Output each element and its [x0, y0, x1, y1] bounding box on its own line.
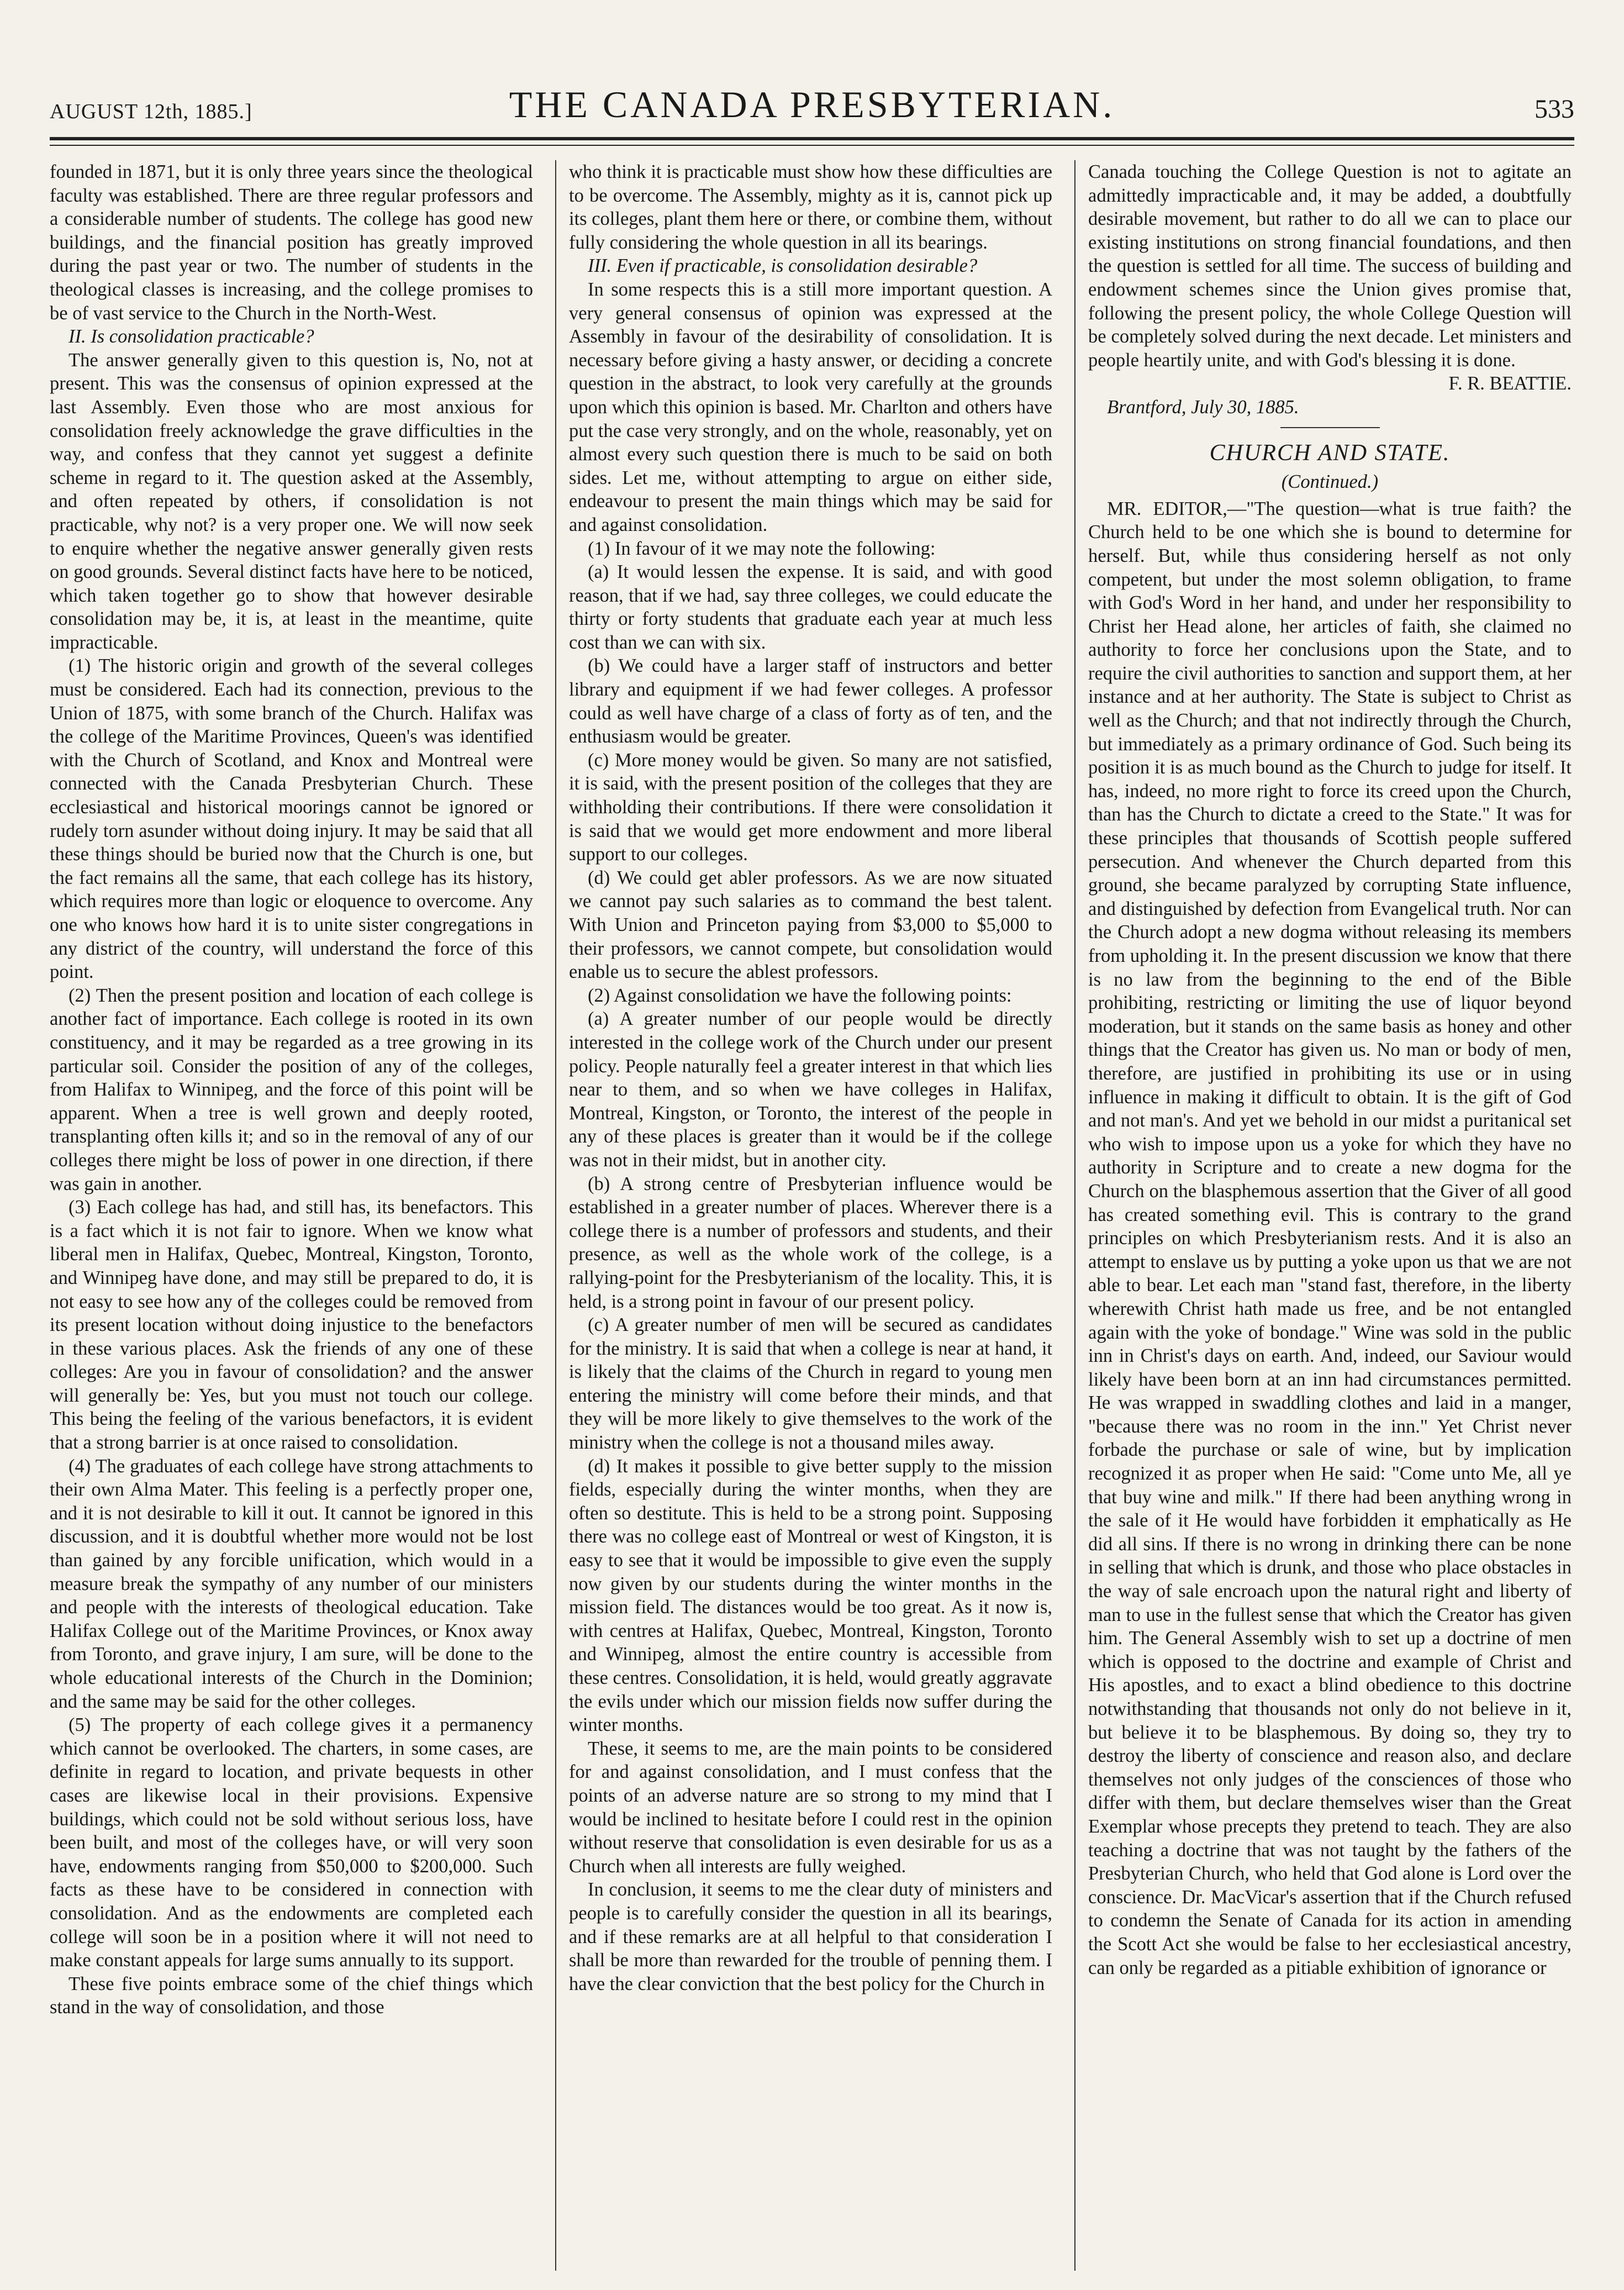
paragraph: (1) The historic origin and growth of the several colleges must be considered. Each had its connection, previous to the Union of 1875, with some branch of the Church. Halifax was the college of the Maritime Provinces, Queen's was identified with the Church of Scotland, and Knox and Montreal were connected with the Canada Presbyterian Church. These ecclesiastical and historical moorings cannot be ignored or rudely torn asunder without doing injury. It may be said that all these things should be buried now that the Church is one, but the fact remains all the same, that each college has its history, which requires more than logic or eloquence to overcome. Any one who knows how hard it is to unite sister congregations in any district of the country, will understand the force of this point. [50, 655, 533, 983]
paragraph: (1) In favour of it we may note the following: [588, 538, 936, 559]
paragraph: (d) We could get abler professors. As we are now situated we cannot pay such salaries as to command the best talent. With Union and Princeton paying from $3,000 to $5,000 to their professors, we cannot compete, but consolidation would enable us to secure the ablest professors. [569, 867, 1052, 983]
page-number: 533 [1535, 94, 1574, 124]
place-date: Brantford, July 30, 1885. [1107, 396, 1299, 418]
header-rule-thick [50, 137, 1574, 140]
paragraph: (c) A greater number of men will be secured as candidates for the ministry. It is said that when a college is near at hand, it is likely that the claims of the Church in regard to young men entering the ministry will come before their minds, and that they will be more likely to give themselves to the work of the ministry when the college is not a thousand miles away. [569, 1314, 1052, 1454]
paragraph: These five points embrace some of the chief things which stand in the way of consolidation, and those [50, 1973, 533, 2018]
paragraph: (d) It makes it possible to give better supply to the mission fields, especially during the winter months, when they are often so destitute. This is held to be a strong point. Supposing there was no college east of Montreal or west of Kingston, it is easy to see that it would be impossible to give even the supply now given by our students during the winter months in the mission field. The distances would be too great. As it now is, with centres at Halifax, Quebec, Montreal, Kingston, Toronto and Winnipeg, almost the entire country is accessible from these centres. Consolidation, it is held, would greatly aggravate the evils under which our mission fields now suffer during the winter months. [569, 1455, 1052, 1736]
masthead-title: THE CANADA PRESBYTERIAN. [509, 83, 1115, 125]
paragraph: (3) Each college has had, and still has, its benefactors. This is a fact which it is not fair to ignore. When we know what liberal men in Halifax, Quebec, Montreal, Kingston, Toronto, and Winnipeg have done, and may still be prepared to do, it is not easy to see how any of the colleges could be removed from its present location without doing injustice to the benefactors in these various places. Ask the friends of any one of these colleges: Are you in favour of consolidation? and the answer will generally be: Yes, but you must not touch our college. This being the feeling of the various benefactors, it is evident that a strong barrier is at once raised to consolidation. [50, 1197, 533, 1454]
section-subtitle: (Continued.) [1281, 471, 1379, 493]
subheading: III. Even if practicable, is consolidation desirable? [588, 255, 978, 277]
section-title: CHURCH AND STATE. [1209, 440, 1451, 466]
paragraph: In some respects this is a still more important question. A very general consensus of opinion was expressed at the Assembly in favour of the desirability of consolidation. It is necessary before giving a hasty answer, or deciding a concrete question in the abstract, to look very carefully at the grounds upon which this opinion is based. Mr. Charlton and others have put the case very strongly, and on the whole, reasonably, yet on almost every such question there is much to be said on both sides. Let me, without attempting to argue on either side, endeavour to present the main things which may be said for and against consolidation. [569, 278, 1052, 535]
paragraph: Canada touching the College Question is not to agitate an admittedly impracticable and, it may be added, a doubtfully desirable movement, but rather to do all we can to place our existing institutions on strong financial foundations, and then the question is settled for all time. The success of building and endowment schemes since the Union gives promise that, following the present policy, the whole College Question will be completely solved during the next decade. Let ministers and people heartily unite, and with God's blessing it is done. [1088, 161, 1572, 371]
signature-block [1088, 372, 1572, 396]
paragraph: (c) More money would be given. So many are not satisfied, it is said, with the present position of the colleges that they are withholding their contributions. If there were consolidation it is said that we would get more endowment and more liberal support to our colleges. [569, 749, 1052, 865]
column-1 [50, 160, 533, 2271]
paragraph: (b) A strong centre of Presbyterian influence would be established in a greater number of places. Wherever there is a college there is a number of professors and students, and their presence, as well as the whole work of the college, is a rallying-point for the Presbyterianism of the locality. This, it is held, is a strong point in favour of our present policy. [569, 1173, 1052, 1312]
page-header [50, 83, 1574, 133]
paragraph: The answer generally given to this question is, No, not at present. This was the consensus of opinion expressed at the last Assembly. Even those who are most anxious for consolidation freely acknowledge the grave difficulties in the way, and confess that they cannot yet suggest a definite scheme in regard to it. The question asked at the Assembly, and often repeated by others, if consolidation is not practicable, why not? is a very proper one. We will now seek to enquire whether the negative answer generally given rests on good grounds. Several distinct facts have here to be noticed, which taken together go to show that however desirable consolidation may be, it is, at least in the meantime, quite impracticable. [50, 349, 533, 653]
column-divider [1074, 160, 1075, 2271]
author-signature: F. R. BEATTIE. [1448, 373, 1572, 394]
paragraph: who think it is practicable must show how these difficulties are to be overcome. The Assembly, mighty as it is, cannot pick up its colleges, plant them here or there, or combine them, without fully considering the whole question in all its bearings. [569, 161, 1052, 253]
section-divider [1280, 427, 1380, 428]
paragraph: (2) Against consolidation we have the following points: [588, 985, 1012, 1006]
paragraph: (a) A greater number of our people would be directly interested in the college work of the Church under our present policy. People naturally feel a greater interest in that which lies near to them, and so when we have colleges in Halifax, Montreal, Kingston, or Toronto, the interest of the people in any of these places is greater than it would be if the college was not in their midst, but in another city. [569, 1008, 1052, 1171]
paragraph: (4) The graduates of each college have strong attachments to their own Alma Mater. This feeling is a perfectly proper one, and it is not desirable to kill it out. It cannot be ignored in this discussion, and it is doubtful whether more would not be lost than gained by any forcible unification, which would in a measure break the sympathy of any number of our ministers and people with the interests of theological education. Take Halifax College out of the Maritime Provinces, or Knox away from Toronto, and grave injury, I am sure, will be done to the whole educational interests of the Church in the Dominion; and the same may be said for the other colleges. [50, 1455, 533, 1712]
paragraph: founded in 1871, but it is only three years since the theological faculty was established. There are three regular professors and a considerable number of students. The college has good new buildings, and the financial position has greatly improved during the past year or two. The number of students in the theological classes is increasing, and the college promises to be of vast service to the Church in the North-West. [50, 161, 533, 324]
paragraph: (a) It would lessen the expense. It is said, and with good reason, that if we had, say three colleges, we could educate the thirty or forty students that graduate each year at much less cost than we can with six. [569, 561, 1052, 653]
paragraph: (5) The property of each college gives it a permanency which cannot be overlooked. The charters, in some cases, are definite in regard to location, and private bequests in other cases are likewise local in their provisions. Expensive buildings, which could not be sold without serious loss, have been built, and most of the colleges have, or will very soon have, endowments ranging from $50,000 to $200,000. Such facts as these have to be considered in connection with consolidation. And as the endowments are completed each college will soon be in a position where it will not need to make constant appeals for large sums annually to its support. [50, 1714, 533, 1971]
header-rule-thin [50, 145, 1574, 146]
paragraph: (2) Then the present position and location of each college is another fact of importance. Each college is rooted in its own constituency, and it may be regarded as a tree growing in its particular soil. Consider the position of any of the colleges, from Halifax to Winnipeg, and the force of this point will be apparent. When a tree is well grown and deeply rooted, transplanting often kills it; and so in the removal of any of our colleges there might be loss of power in one direction, if there was gain in another. [50, 985, 533, 1194]
column-2 [569, 160, 1052, 2271]
paragraph: (b) We could have a larger staff of instructors and better library and equipment if we had fewer colleges. A professor could as well have charge of a class of forty as of ten, and the enthusiasm would be greater. [569, 655, 1052, 747]
subheading: II. Is consolidation practicable? [68, 326, 314, 348]
paragraph: These, it seems to me, are the main points to be considered for and against consolidation, and I must confess that the points of an adverse nature are so strong to my mind that I would be inclined to hesitate before I could rest in the opinion without reserve that consolidation is even desirable for us as a Church when all interests are fully weighed. [569, 1738, 1052, 1877]
column-divider [555, 160, 556, 2271]
paragraph: MR. EDITOR,—"The question—what is true faith? the Church held to be one which she is bound to determine for herself. But, while thus considering herself as not only competent, but under the most solemn obligation, to frame with God's Word in her hand, and under her responsibility to Christ her Head alone, her articles of faith, she claimed no authority to force her conclusions upon the State, and to require the civil authorities to sanction and support them, at her instance and at her authority. The State is subject to Christ as well as the Church; and that not indirectly through the Church, but immediately as a primary ordinance of God. Such being its position it is as much bound as the Church to judge for itself. It has, indeed, no more right to force its creed upon the Church, than has the Church to dictate a creed to the State." It was for these principles that thousands of Scottish people suffered persecution. And whenever the Church departed from this ground, she became paralyzed by corrupting State influence, and distinguished by defection from Evangelical truth. Nor can the Church adopt a new dogma without releasing its members from upholding it. In the present discussion we know that there is no law from the beginning to the end of the Bible prohibiting, restricting or limiting the use of liquor beyond moderation, but it stands on the same basis as honey and other things that the Creator has given us. No man or body of men, therefore, are justified in prohibiting its use or in using influence in making it difficult to obtain. It is the gift of God and not man's. And yet we behold in our midst a puritanical set who wish to impose upon us a yoke for which they have no authority in Scripture and to create a new dogma for the Church on the blasphemous assertion that the Giver of all good has created something evil. This is contrary to the grand principles on which Presbyterianism rests. And it is also an attempt to enslave us by putting a yoke upon us that we are not able to bear. Let each man "stand fast, therefore, in the liberty wherewith Christ hath made us free, and be not entangled again with the yoke of bondage." Wine was sold in the public inn in Christ's days on earth. And, indeed, our Saviour would likely have been born at an inn had circumstances permitted. He was wrapped in swaddling clothes and laid in a manger, "because there was no room in the inn." Yet Christ never forbade the purchase or sale of wine, but by implication recognized it as proper when He said: "Come unto Me, all ye that buy wine and milk." If there had been anything wrong in the sale of it He would have forbidden it emphatically as He did all sins. If there is no wrong in drinking there can be none in selling that which is drunk, and those who place obstacles in the way of sale encroach upon the natural right and liberty of man to use in the fullest sense that which the Creator has given him. The General Assembly wish to set up a doctrine of men which is opposed to the doctrine and example of Christ and His apostles, and to exact a blind obedience to this doctrine notwithstanding that thousands not only do not believe in it, but believe it to be blasphemous. By doing so, they try to destroy the liberty of conscience and reason also, and declare themselves not only judges of the consciences of those who differ with them, but declare themselves wiser than the Great Exemplar whose precepts they pretend to teach. They are also teaching a doctrine that was not taught by the fathers of the Presbyterian Church, who held that God alone is Lord over the conscience. Dr. MacVicar's assertion that if the Church refused to condemn the Senate of Canada for its action in amending the Scott Act she would be false to her ecclesiastical ancestry, can only be regarded as a pitiable exhibition of ignorance or [1088, 498, 1572, 1978]
issue-date: AUGUST 12th, 1885.] [50, 100, 252, 123]
paragraph: In conclusion, it seems to me the clear duty of ministers and people is to carefully consider the question in all its bearings, and if these remarks are at all helpful to that consideration I shall be more than rewarded for the trouble of penning them. I have the clear conviction that the best policy for the Church in [569, 1879, 1052, 1994]
column-3 [1088, 160, 1572, 2271]
